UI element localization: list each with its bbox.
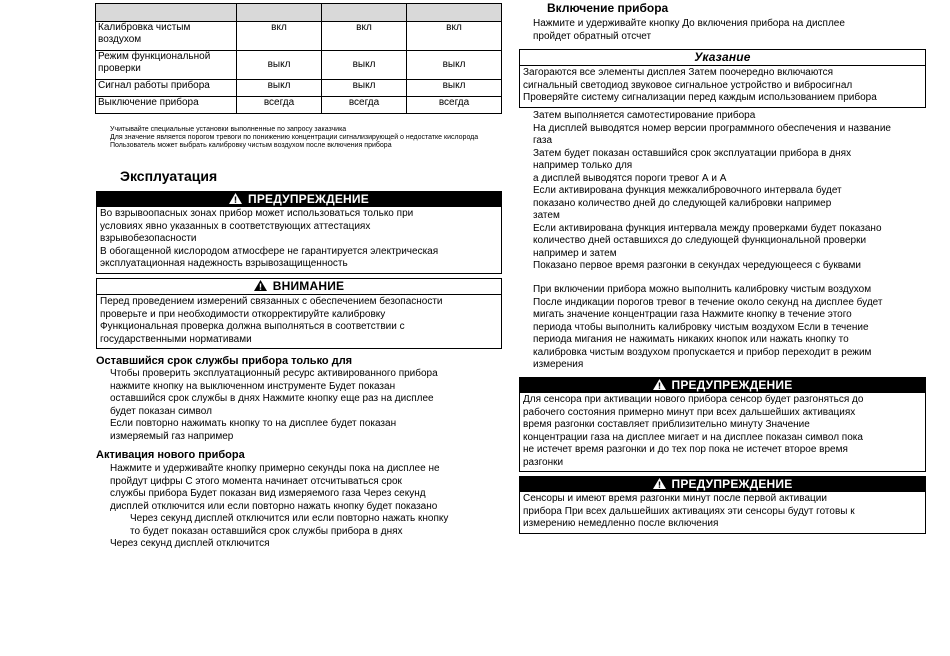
text-line: службы прибора Будет показан вид измеряемого газа Через секунд bbox=[110, 488, 426, 499]
footnote: Учитывайте специальные установки выполненные по запросу заказчика bbox=[110, 126, 347, 133]
activation-heading: Активация нового прибора bbox=[96, 449, 245, 461]
text-line: Показано первое время разгонки в секундах чередующееся с буквами bbox=[533, 260, 861, 271]
table-header-cell bbox=[237, 4, 322, 22]
table-row bbox=[96, 51, 502, 80]
text-line: калибровка чистым воздухом пропускается и прибор переходит в режим bbox=[533, 346, 872, 358]
text-line: дисплей отключится или если повторно нажать кнопку будет показано bbox=[110, 500, 438, 512]
note-header: Указание bbox=[520, 50, 925, 66]
text-line: концентрации газа на дисплее мигает и на дисплее показан символ пока bbox=[523, 431, 863, 443]
table-cell: вкл bbox=[322, 22, 407, 51]
warning-header bbox=[520, 477, 925, 492]
text-line: измерению немедленно после включения bbox=[523, 518, 719, 529]
text-line: Нажмите и удерживайте кнопку До включения прибора на дисплее bbox=[533, 18, 845, 29]
table-header-cell bbox=[407, 4, 502, 22]
text-line: показано количество дней до следующей калибровки например bbox=[533, 197, 832, 209]
table-header-row bbox=[96, 4, 502, 22]
caution-header bbox=[97, 279, 501, 295]
text-line: например только для bbox=[533, 160, 633, 171]
table-row bbox=[96, 97, 502, 114]
warning-body bbox=[520, 393, 925, 471]
power-on-text bbox=[533, 18, 933, 43]
table-cell-label: Режим функциональной проверки bbox=[96, 51, 237, 80]
text-line: Во взрывоопасных зонах прибор может использоваться только при bbox=[100, 208, 414, 219]
service-life-heading: Оставшийся срок службы прибора только для bbox=[96, 355, 353, 367]
table-cell: вкл bbox=[407, 22, 502, 51]
text-line: Затем будет показан оставшийся срок эксплуатации прибора в днях bbox=[533, 147, 852, 159]
warning-triangle-icon bbox=[653, 478, 666, 489]
footnote: Для значение является порогом тревоги по понижению концентрации сигнализирующей о недостатке кислорода bbox=[110, 134, 479, 141]
text-line: условиях явно указанных в соответствующих аттестациях bbox=[100, 220, 371, 232]
table-footnotes bbox=[110, 126, 495, 150]
table-cell-label: Выключение прибора bbox=[96, 97, 237, 114]
table-cell: выкл bbox=[322, 80, 407, 97]
text-line: Через секунд дисплей отключится или если повторно нажать кнопку bbox=[130, 513, 449, 524]
warning-title: ПРЕДУПРЕЖДЕНИЕ bbox=[671, 378, 793, 392]
text-line: Нажмите и удерживайте кнопку примерно секунды пока на дисплее не bbox=[110, 463, 440, 474]
warning-box-explosion bbox=[96, 191, 502, 274]
text-line: Если активирована функция интервала между проверками будет показано bbox=[533, 222, 882, 234]
table-cell-label: Сигнал работы прибора bbox=[96, 80, 237, 97]
caution-body bbox=[97, 295, 501, 348]
text-line: взрывобезопасности bbox=[100, 233, 197, 244]
text-line: Если повторно нажимать кнопку то на дисплее будет показан bbox=[110, 418, 397, 429]
text-line: не истечет время разгонки и до тех пор пока не истечет второе время bbox=[523, 444, 848, 455]
table-cell: выкл bbox=[237, 80, 322, 97]
warning-body bbox=[520, 492, 925, 533]
text-line: Для сенсора при активации нового прибора сенсор будет разгоняться до bbox=[523, 394, 864, 405]
text-line: сигнальный светодиод звуковое сигнальное устройство и вибросигнал bbox=[523, 79, 853, 91]
startup-text bbox=[533, 110, 933, 273]
warning-box-sensor bbox=[519, 377, 926, 472]
text-line: измеряемый газ например bbox=[110, 430, 234, 442]
table-row bbox=[96, 22, 502, 51]
text-line: При включении прибора можно выполнить калибровку чистым воздухом bbox=[533, 284, 872, 295]
table-cell: всегда bbox=[407, 97, 502, 114]
text-line: После индикации порогов тревог в течение около секунд на дисплее будет bbox=[533, 296, 883, 308]
text-line: Функциональная проверка должна выполняться в соответствии с bbox=[100, 321, 405, 332]
text-line: прибора При всех дальшейших активациях эти сенсоры будут готовы к bbox=[523, 505, 855, 517]
warning-triangle-icon bbox=[653, 379, 666, 390]
text-line: периода мигания не нажимать никаких кнопок или нажать кнопку то bbox=[533, 334, 849, 345]
warning-triangle-icon bbox=[254, 280, 267, 291]
text-line: Через секунд дисплей отключится bbox=[110, 538, 270, 549]
text-line: Перед проведением измерений связанных с обеспечением безопасности bbox=[100, 296, 443, 307]
table-cell: вкл bbox=[237, 22, 322, 51]
note-body bbox=[520, 66, 925, 107]
text-line: мигать значение концентрации газа Нажмите кнопку в течение этого bbox=[533, 309, 852, 320]
text-line: например и затем bbox=[533, 247, 617, 259]
activation-text bbox=[110, 463, 505, 551]
text-line: оставшийся срок службы в днях Нажмите кнопку еще раз на дисплее bbox=[110, 393, 434, 404]
power-on-heading: Включение прибора bbox=[547, 1, 669, 15]
text-line: пройдут цифры С этого момента начинает отсчитываться срок bbox=[110, 475, 402, 487]
warning-header bbox=[520, 378, 925, 393]
footnote: Пользователь может выбрать калибровку чистым воздухом после включения прибора bbox=[110, 142, 392, 149]
text-line: нажмите кнопку на выключенном инструменте Будет показан bbox=[110, 380, 396, 392]
table-cell: выкл bbox=[407, 51, 502, 80]
table-header-cell bbox=[96, 4, 237, 22]
text-line: проверьте и при необходимости откорректируйте калибровку bbox=[100, 308, 386, 320]
calibration-text bbox=[533, 284, 933, 372]
note-box bbox=[519, 49, 926, 108]
text-line: измерения bbox=[533, 359, 584, 370]
text-line: разгонки bbox=[523, 456, 564, 468]
text-line: газа bbox=[533, 135, 553, 146]
text-line: периода чтобы выполнить калибровку чистым воздухом Если в течение bbox=[533, 321, 869, 333]
table-cell: всегда bbox=[237, 97, 322, 114]
text-line: Сенсоры и имеют время разгонки минут после первой активации bbox=[523, 493, 827, 504]
text-line: будет показан символ bbox=[110, 405, 212, 417]
text-line: Проверяйте систему сигнализации перед каждым использованием прибора bbox=[523, 92, 877, 103]
warning-body bbox=[97, 207, 501, 273]
table-cell: всегда bbox=[322, 97, 407, 114]
caution-box bbox=[96, 278, 502, 349]
table-cell: выкл bbox=[407, 80, 502, 97]
activation-sub bbox=[110, 513, 505, 538]
text-line: количество дней оставшихся до следующей функциональной проверки bbox=[533, 235, 867, 246]
text-line: Загораются все элементы дисплея Затем поочередно включаются bbox=[523, 67, 834, 78]
text-line: Если активирована функция межкалибровочного интервала будет bbox=[533, 185, 842, 196]
table-cell-label: Калибровка чистым воздухом bbox=[96, 22, 237, 51]
warning-title: ПРЕДУПРЕЖДЕНИЕ bbox=[671, 477, 793, 491]
text-line: то будет показан оставшийся срок службы прибора в днях bbox=[130, 525, 403, 537]
text-line: время разгонки составляет приблизительно минуту Значение bbox=[523, 419, 810, 430]
table-cell: выкл bbox=[237, 51, 322, 80]
text-line: пройдет обратный отсчет bbox=[533, 30, 652, 42]
text-line: затем bbox=[533, 210, 560, 221]
table-row bbox=[96, 80, 502, 97]
text-line: государственными нормативами bbox=[100, 333, 252, 345]
section-title: Эксплуатация bbox=[120, 168, 218, 184]
table-header-cell bbox=[322, 4, 407, 22]
warning-box-sensors bbox=[519, 476, 926, 534]
text-line: На дисплей выводятся номер версии программного обеспечения и название bbox=[533, 122, 891, 134]
table-cell: выкл bbox=[322, 51, 407, 80]
text-line: Чтобы проверить эксплуатационный ресурс активированного прибора bbox=[110, 368, 438, 379]
warning-triangle-icon bbox=[229, 193, 242, 204]
text-line: эксплуатационная надежность взрывозащищенность bbox=[100, 258, 348, 269]
text-line: Затем выполняется самотестирование прибора bbox=[533, 110, 756, 121]
text-line: рабочего состояния примерно минут при всех дальшейших активациях bbox=[523, 406, 856, 418]
text-line: В обогащенной кислородом атмосфере не гарантируется электрическая bbox=[100, 245, 439, 257]
caution-title: ВНИМАНИЕ bbox=[272, 279, 345, 293]
warning-header bbox=[97, 192, 501, 207]
warning-title: ПРЕДУПРЕЖДЕНИЕ bbox=[248, 192, 369, 206]
text-line: а дисплей выводятся пороги тревог А и А bbox=[533, 172, 727, 184]
service-life-text bbox=[110, 368, 505, 443]
settings-table bbox=[95, 3, 502, 114]
